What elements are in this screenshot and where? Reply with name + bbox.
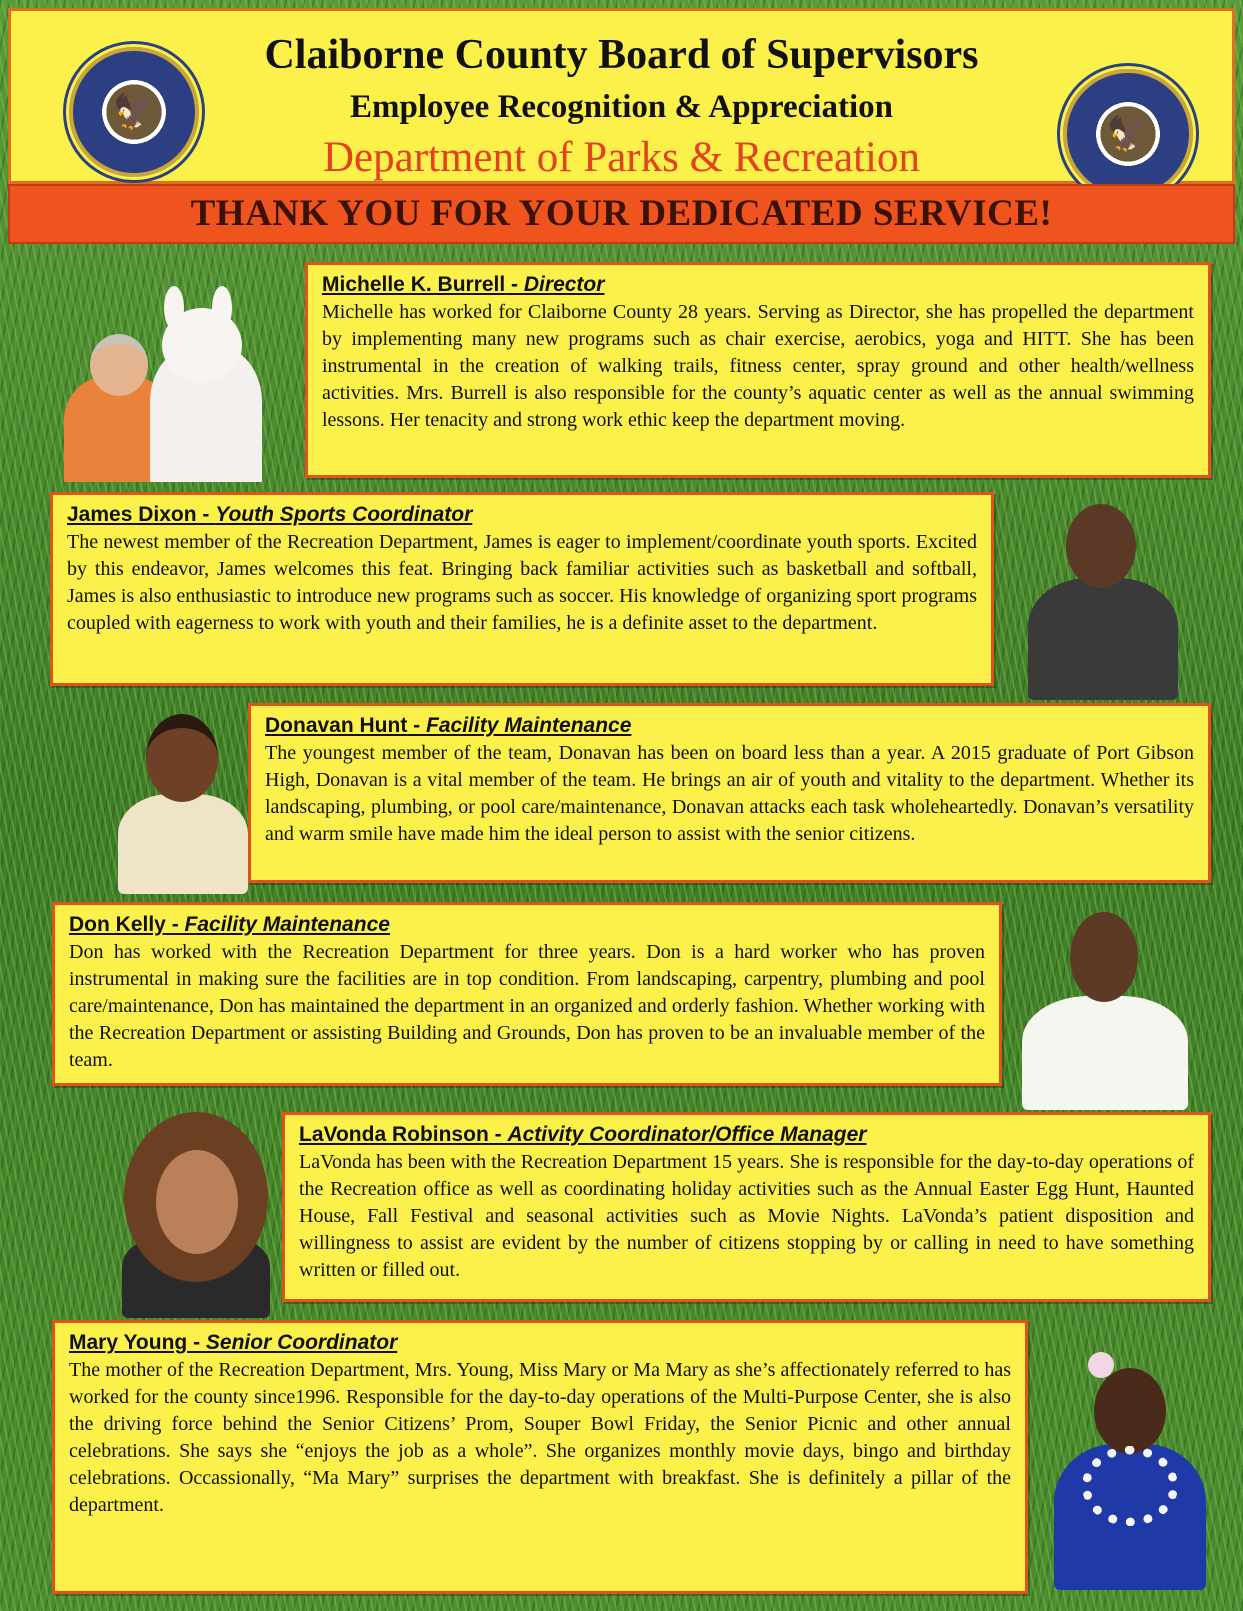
employee-bio: Michelle has worked for Claiborne County 28 years. Serving as Director, she has propelled the department by implementing many new programs such as chair exercise, aerobics, yoga and HITT. She has been instrumental in the creation of walking trails, fitness center, spray ground and other health/wellness activities. Mrs. Burrell is also responsible for the county’s aquatic center as well as the annual swimming lessons. Her tenacity and strong work ethic keep the department moving. <box>322 301 1194 431</box>
employee-name: Don Kelly <box>69 913 166 936</box>
employee-role: Senior Coordinator <box>205 1331 398 1354</box>
employee-card: James Dixon - Youth Sports Coordinator The newest member of the Recreation Department, James is eager to implement/coordinate youth sports. Excited by this endeavor, James welcomes this feat. Bringing back familiar activities such as basketball and softball, James is also enthusiastic to introduce new programs such as soccer. His knowledge of organizing sport programs coupled with eagerness to work with youth and their families, he is a definite asset to the department. <box>50 492 994 686</box>
employee-card: Don Kelly - Facility Maintenance Don has worked with the Recreation Department for three years. Don is a hard worker who has proven instrumental in making sure the facilities are in top condition. From landscaping, carpentry, plumbing and pool care/maintenance, Don has maintained the department in an organized and orderly fashion. Whether working with the Recreation Department or assisting Building and Grounds, Don has proven to be an invaluable member of the team. <box>52 902 1002 1086</box>
employee-bio: The mother of the Recreation Department, Mrs. Young, Miss Mary or Ma Mary as she’s affectionately referred to has worked for the county since1996. Responsible for the day-to-day operations of the Multi-Purpose Center, she is also the driving force behind the Senior Citizens’ Prom, Souper Bowl Friday, the Senior Picnic and other annual celebrations. She says she “enjoys the job as a whole”. She organizes monthly movie days, bingo and birthday celebrations. Occassionally, “Ma Mary” surprises the department with breakfast. She is definitely a pillar of the department. <box>69 1359 1011 1516</box>
employee-photo <box>52 286 290 482</box>
employee-role: Facility Maintenance <box>426 714 632 737</box>
thank-you-banner: THANK YOU FOR YOUR DEDICATED SERVICE! <box>8 184 1235 244</box>
employee-name: Donavan Hunt <box>265 714 408 737</box>
employee-role: Facility Maintenance <box>184 913 390 936</box>
employee-bio: Don has worked with the Recreation Department for three years. Don is a hard worker who has proven instrumental in making sure the facilities are in top condition. From landscaping, carpentry, plumbing and pool care/maintenance, Don has maintained the department in an organized and orderly fashion. Whether working with the Recreation Department or assisting Building and Grounds, Don has proven to be an invaluable member of the team. <box>69 941 985 1071</box>
employee-role: Youth Sports Coordinator <box>215 503 473 526</box>
county-seal-icon: 🦅 <box>1063 69 1193 199</box>
county-seal-icon: 🦅 <box>69 47 199 177</box>
page-title: Claiborne County Board of Supervisors <box>264 32 979 78</box>
employee-card: LaVonda Robinson - Activity Coordinator/Office Manager LaVonda has been with the Recreation Department 15 years. She is responsible for the day-to-day operations of the Recreation office as well as coordinating holiday activities such as the Annual Easter Egg Hunt, Haunted House, Fall Festival and seasonal activities such as Movie Nights. LaVonda’s patient disposition and willingness to assist are evident by the number of citizens stopping by or calling in need to have something written or filled out. <box>282 1112 1211 1302</box>
employee-card: Donavan Hunt - Facility Maintenance The youngest member of the team, Donavan has been on board less than a year. A 2015 graduate of Port Gibson High, Donavan is a vital member of the team. He brings an air of youth and vitality to the department. Whether its landscaping, plumbing, or pool care/maintenance, Donavan attacks each task wholeheartedly. Donavan’s versatility and warm smile have made him the ideal person to assist with the senior citizens. <box>248 703 1211 883</box>
employee-name: LaVonda Robinson <box>299 1123 489 1146</box>
employee-bio: The youngest member of the team, Donavan has been on board less than a year. A 2015 graduate of Port Gibson High, Donavan is a vital member of the team. He brings an air of youth and vitality to the department. Whether its landscaping, plumbing, or pool care/maintenance, Donavan attacks each task wholeheartedly. Donavan’s versatility and warm smile have made him the ideal person to assist with the senior citizens. <box>265 742 1194 845</box>
employee-name: Mary Young <box>69 1331 188 1354</box>
employee-role: Director <box>523 273 605 296</box>
employee-photo <box>1040 1334 1220 1590</box>
employee-card: Michelle K. Burrell - Director Michelle has worked for Claiborne County 28 years. Serving as Director, she has propelled the department by implementing many new programs such as chair exercise, aerobics, yoga and HITT. She has been instrumental in the creation of walking trails, fitness center, spray ground and other health/wellness activities. Mrs. Burrell is also responsible for the county’s aquatic center as well as the annual swimming lessons. Her tenacity and strong work ethic keep the department moving. <box>305 262 1211 478</box>
header-panel <box>8 8 1235 184</box>
employee-photo <box>1008 486 1190 700</box>
employee-photo <box>108 702 258 894</box>
department-title: Department of Parks & Recreation <box>322 134 921 181</box>
employee-bio: The newest member of the Recreation Department, James is eager to implement/coordinate youth sports. Excited by this endeavor, James welcomes this feat. Bringing back familiar activities such as basketball and softball, James is also enthusiastic to introduce new programs such as soccer. His knowledge of organizing sport programs coupled with eagerness to work with youth and their families, he is a definite asset to the department. <box>67 531 977 634</box>
employee-name: James Dixon <box>67 503 197 526</box>
page-subtitle: Employee Recognition & Appreciation <box>350 89 893 125</box>
employee-photo <box>1012 904 1198 1110</box>
employee-photo <box>108 1112 284 1318</box>
employee-name: Michelle K. Burrell <box>322 273 506 296</box>
employee-role: Activity Coordinator/Office Manager <box>507 1123 867 1146</box>
employee-bio: LaVonda has been with the Recreation Department 15 years. She is responsible for the day-to-day operations of the Recreation office as well as coordinating holiday activities such as the Annual Easter Egg Hunt, Haunted House, Fall Festival and seasonal activities such as Movie Nights. LaVonda’s patient disposition and willingness to assist are evident by the number of citizens stopping by or calling in need to have something written or filled out. <box>299 1151 1194 1281</box>
employee-card: Mary Young - Senior Coordinator The mother of the Recreation Department, Mrs. Young, Miss Mary or Ma Mary as she’s affectionately referred to has worked for the county since1996. Responsible for the day-to-day operations of the Multi-Purpose Center, she is also the driving force behind the Senior Citizens’ Prom, Souper Bowl Friday, the Senior Picnic and other annual celebrations. She says she “enjoys the job as a whole”. She organizes monthly movie days, bingo and birthday celebrations. Occassionally, “Ma Mary” surprises the department with breakfast. She is definitely a pillar of the department. <box>52 1320 1028 1594</box>
